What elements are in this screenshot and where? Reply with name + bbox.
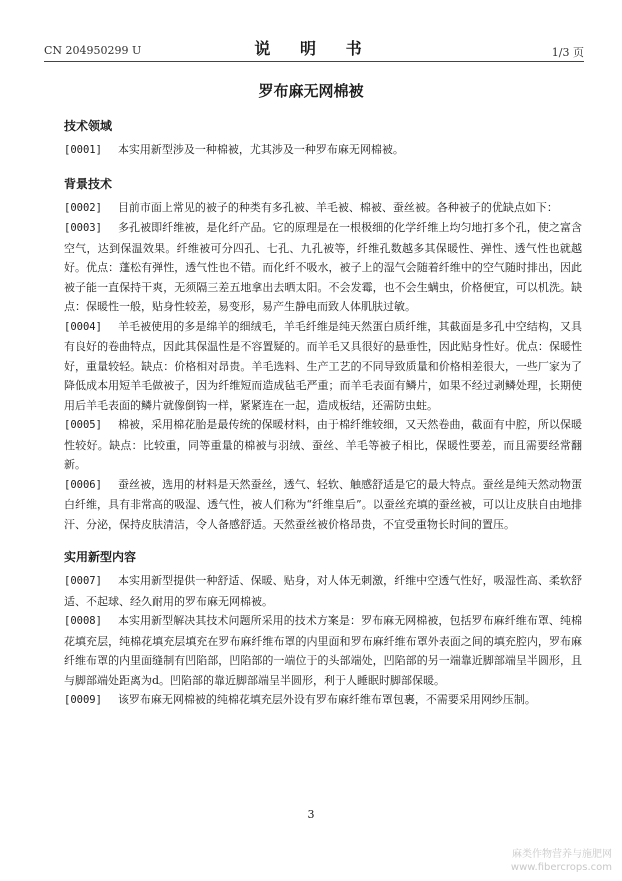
paragraph-number: [0008] <box>64 615 102 627</box>
section-heading: 技术领域 <box>64 119 113 133</box>
paragraph <box>64 571 582 611</box>
page-header <box>44 36 584 60</box>
paragraph <box>64 140 582 161</box>
paragraph <box>64 198 582 219</box>
paragraph-number: [0003] <box>64 222 102 234</box>
watermark-url: www.fibercrops.com <box>510 862 612 873</box>
paragraph-text: 本实用新型涉及一种棉被，尤其涉及一种罗布麻无网棉被。 <box>117 143 404 156</box>
document-body <box>64 117 582 711</box>
paragraph-number: [0007] <box>64 575 102 587</box>
paragraph-text: 多孔被即纤维被，是化纤产品。它的原理是在一根极细的化学纤维上均匀地打多个孔，使之富含空气，达到保温效果。纤维被可分四孔、七孔、九孔被等，纤维孔数越多其保暖性、弹性、透气性也就越好。优点：蓬松有弹性，透气性也不错。而化纤不吸水，被子上的湿气会随着纤维中的空气随时排出，因此被子能一直保持干爽，无须隔三差五地拿出去晒太阳。不会发霉，也不会生螨虫，价格便宜，可以机洗。缺点：保暖性一般，贴身性较差，易变形，易产生静电而致人体肌肤过敏。 <box>64 221 582 313</box>
header-divider <box>44 61 584 62</box>
paragraph <box>64 218 582 317</box>
watermark <box>511 848 612 874</box>
document-title: 罗布麻无网棉被 <box>258 82 364 100</box>
paragraph-text: 本实用新型提供一种舒适、保暖、贴身，对人体无刺激，纤维中空透气性好，吸湿性高、柔软舒适、不起球、经久耐用的罗布麻无网棉被。 <box>64 574 582 608</box>
patent-number: CN 204950299 U <box>44 44 142 57</box>
paragraph-number: [0005] <box>64 419 102 431</box>
paragraph-text: 棉被，采用棉花胎是最传统的保暖材料，由于棉纤维较细，又天然卷曲，截面有中腔，所以保暖性较好。缺点：比较重，同等重量的棉被与羽绒、蚕丝、羊毛等被子相比，保暖性要差，而且需要经常翻新。 <box>64 418 582 471</box>
paragraph-text: 蚕丝被，选用的材料是天然蚕丝，透气、轻软、触感舒适是它的最大特点。蚕丝是纯天然动物蛋白纤维，具有非常高的吸湿、透气性，被人们称为“纤维皇后”。以蚕丝充填的蚕丝被，可以让皮肤自由地排汗、分泌，保持皮肤清洁，令人备感舒适。天然蚕丝被价格昂贵，不宜受重物长时间的置压。 <box>64 477 582 531</box>
paragraph <box>64 317 582 416</box>
paragraph-text: 该罗布麻无网棉被的纯棉花填充层外设有罗布麻纤维布罩包裹，不需要采用网纱压制。 <box>117 693 536 706</box>
page-count: 1/3 页 <box>551 46 584 59</box>
paragraph-number: [0004] <box>64 320 102 333</box>
paragraph-text: 目前市面上常见的被子的种类有多孔被、羊毛被、棉被、蚕丝被。各种被子的优缺点如下： <box>117 200 558 214</box>
document-type: 说 明 书 <box>254 39 374 58</box>
paragraph-text: 本实用新型解决其技术问题所采用的技术方案是：罗布麻无网棉被，包括罗布麻纤维布罩、纯棉花填充层，纯棉花填充层填充在罗布麻纤维布罩的内里面和罗布麻纤维布罩外表面之间的填充腔内，罗布麻纤维布罩的内里面缝制有凹陷部，凹陷部的一端位于的头部端处，凹陷部的另一端靠近脚部端呈半圆形，且与脚部端处距离为d。凹陷部的靠近脚部端呈半圆形，利于人睡眠时脚部保暖。 <box>64 614 582 687</box>
paragraph-number: [0009] <box>64 694 102 706</box>
paragraph-number: [0001] <box>64 144 102 156</box>
section-heading: 实用新型内容 <box>64 550 137 564</box>
paragraph <box>64 475 582 535</box>
page-number: 3 <box>307 808 315 821</box>
paragraph-number: [0002] <box>64 201 102 214</box>
paragraph <box>64 611 582 690</box>
paragraph-text: 羊毛被使用的多是绵羊的细绒毛，羊毛纤维是纯天然蛋白质纤维，其截面是多孔中空结构，又具有良好的卷曲特点，因此其保温性是不容置疑的。而羊毛又具很好的悬垂性，因此贴身性好。优点：保暖性好，重量较轻。缺点：价格相对昂贵。羊毛选料、生产工艺的不同导致质量和价格相差很大，一些厂家为了降低成本用短羊毛做被子，因为纤维短而造成毡毛严重；而羊毛表面有鳞片，如果不经过剥鳞处理，长期使用后羊毛表面的鳞片就像倒钩一样，紧紧连在一起，造成板结，还需防虫蛀。 <box>64 319 582 412</box>
section-heading: 背景技术 <box>64 176 113 191</box>
paragraph-number: [0006] <box>64 478 102 491</box>
paragraph <box>64 415 582 475</box>
watermark-name: 麻类作物营养与施肥网 <box>512 849 612 860</box>
paragraph <box>64 690 582 711</box>
